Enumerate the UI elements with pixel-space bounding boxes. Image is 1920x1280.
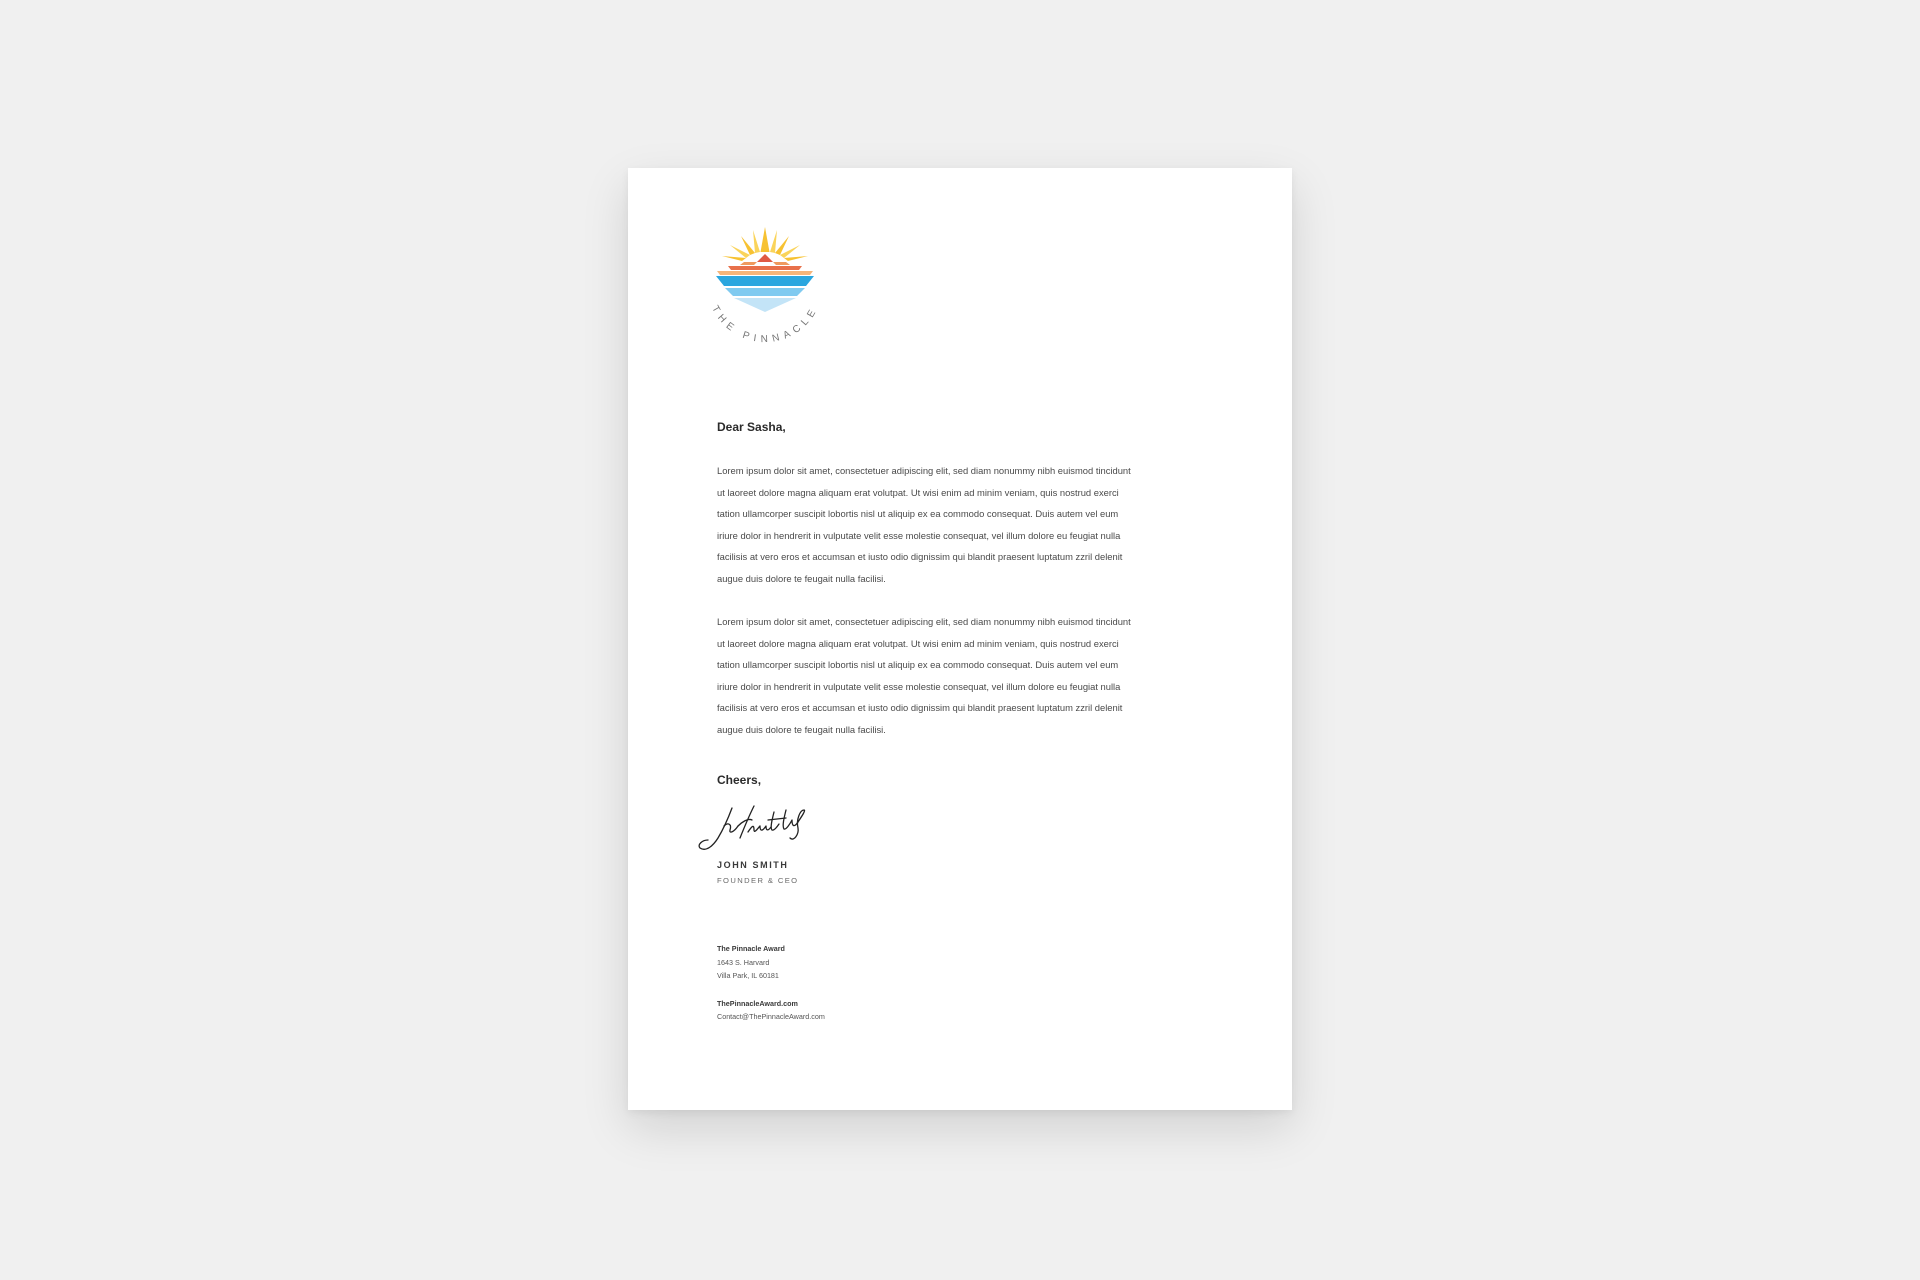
pinnacle-logo <box>702 224 828 350</box>
footer-contact <box>717 942 825 1024</box>
closing: Cheers, <box>717 773 762 787</box>
footer-address-line2: Villa Park, IL 60181 <box>717 971 779 980</box>
footer-website: ThePinnacleAward.com <box>717 998 798 1008</box>
footer-email: Contact@ThePinnacleAward.com <box>717 1012 825 1021</box>
letter-sheet <box>628 168 1292 1110</box>
greeting: Dear Sasha, <box>717 420 786 434</box>
logo-wordmark: THE PINNACLE <box>709 303 821 346</box>
footer-address-line1: 1643 S. Harvard <box>717 957 770 967</box>
signature-image <box>694 798 818 858</box>
signer-title: FOUNDER & CEO <box>717 876 799 885</box>
footer-organization: The Pinnacle Award <box>717 944 785 953</box>
signer-name: JOHN SMITH <box>717 860 789 870</box>
body-paragraph-1: Lorem ipsum dolor sit amet, consectetuer adipiscing elit, sed diam nonummy nibh euismod tincidunt ut laoreet dolore magna aliquam erat volutpat. Ut wisi enim ad minim veniam, quis nostrud exerci tation ullamcorper suscipit lobortis nisl ut aliquip ex ea commodo consequat. Duis autem vel eum iriure dolor in hendrerit in vulputate velit esse molestie consequat, vel illum dolore eu feugiat nulla facilisis at vero eros et accumsan et iusto odio dignissim qui blandit praesent luptatum zzril delenit augue duis dolore te feugait nulla facilisi. <box>717 465 1131 584</box>
body-paragraph-2: Lorem ipsum dolor sit amet, consectetuer adipiscing elit, sed diam nonummy nibh euismod tincidunt ut laoreet dolore magna aliquam erat volutpat. Ut wisi enim ad minim veniam, quis nostrud exerci tation ullamcorper suscipit lobortis nisl ut aliquip ex ea commodo consequat. Duis autem vel eum iriure dolor in hendrerit in vulputate velit esse molestie consequat, vel illum dolore eu feugiat nulla facilisis at vero eros et accumsan et iusto odio dignissim qui blandit praesent luptatum zzril delenit augue duis dolore te feugait nulla facilisi. <box>717 616 1131 735</box>
water-bands-icon <box>716 276 814 312</box>
